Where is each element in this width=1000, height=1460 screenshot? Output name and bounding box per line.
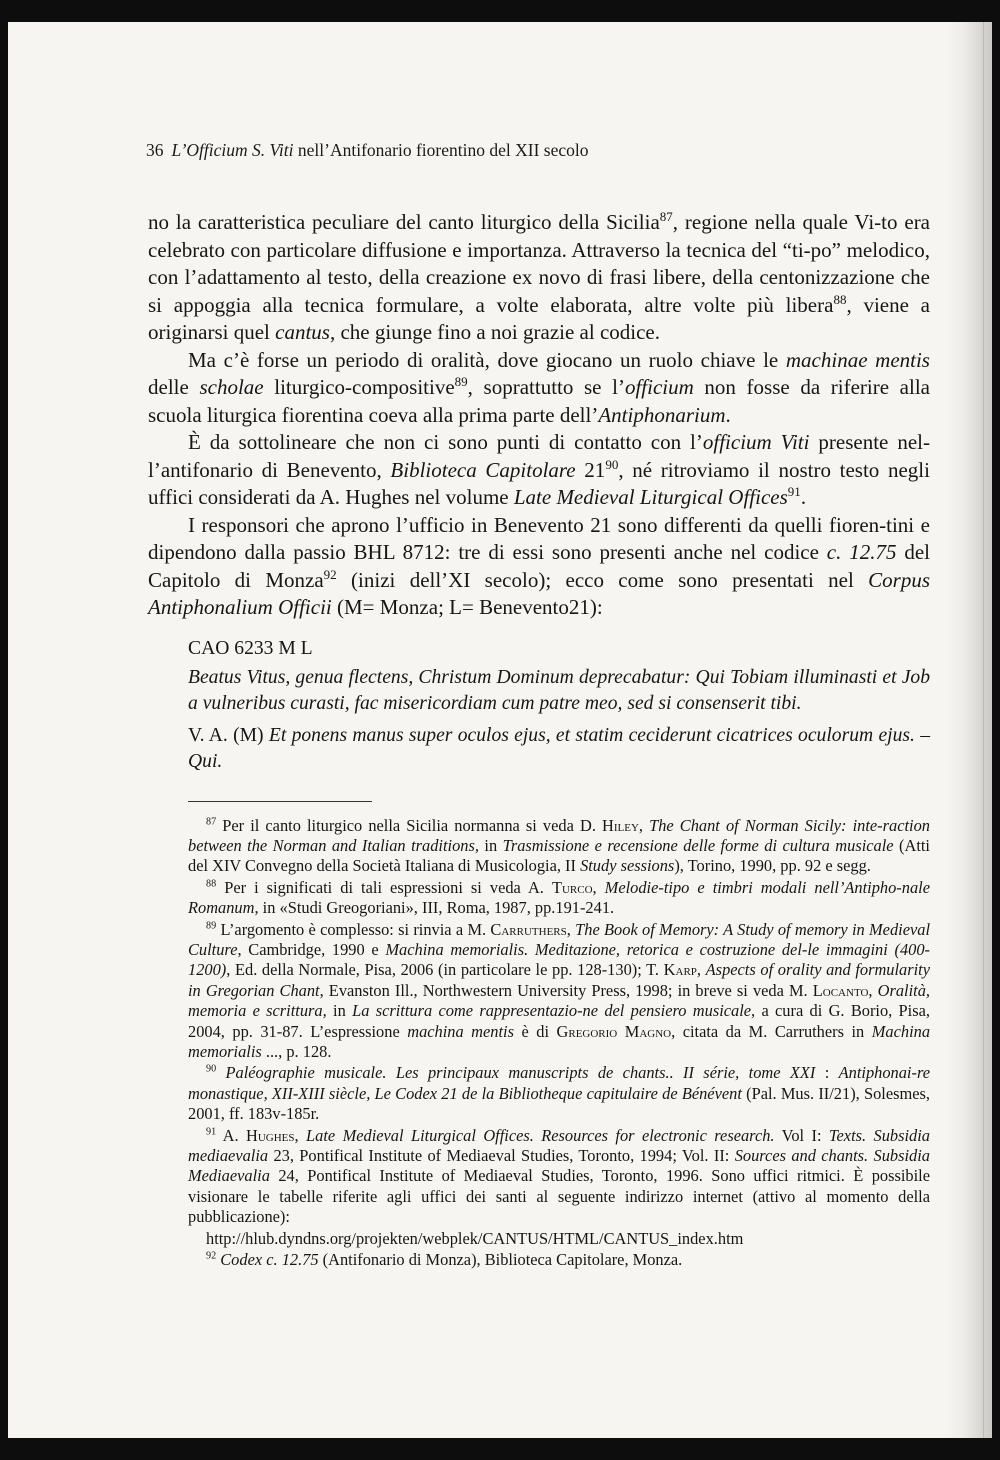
footnote-number: 88: [206, 878, 217, 890]
paragraph-3: [148, 429, 930, 512]
text-run: delle: [148, 375, 200, 399]
text-run: , a cura di G. Borio, Pisa, 2004, pp. 31-87. L’espressione: [188, 1001, 930, 1041]
text-run: , che giunge fino a noi grazie al codice.: [329, 320, 660, 344]
running-head-title: nell’Antifonario fiorentino del XII secolo: [293, 140, 589, 160]
text-run: ,: [294, 1125, 307, 1145]
italic-title: Late Medieval Liturgical Offices. Resources for electronic research.: [306, 1125, 775, 1145]
verse-text: Et ponens manus super oculos ejus, et statim ceciderunt cicatrices oculorum ejus. – Qui.: [188, 724, 930, 772]
italic-term: scholae: [199, 375, 264, 399]
text-run: A.: [216, 1125, 246, 1145]
italic-title: Oralità, memoria e scrittura,: [188, 980, 930, 1021]
italic-title: Melodie-tipo e timbri modali nell’Antipho-nale Romanum: [188, 877, 930, 918]
footnote-91: [188, 1126, 930, 1228]
text-run: , viene a originarsi quel: [148, 292, 930, 344]
text-run: .: [800, 485, 807, 509]
text-run: 23, Pontifical Institute of Mediaeval Studies, Toronto, 1994; Vol. II:: [268, 1146, 735, 1165]
paragraph-1: [148, 209, 930, 347]
text-run: (inizi dell’XI secolo); ecco come sono presentati nel: [336, 567, 869, 592]
page-edge-line: [983, 22, 984, 1438]
italic-title: Trasmissione e recensione delle forme di cultura musicale: [502, 835, 894, 855]
page-content: [148, 209, 930, 1270]
paragraph-4: [148, 512, 930, 622]
footnote-number: 90: [206, 1064, 217, 1076]
italic-term: machina mentis: [407, 1021, 514, 1041]
text-run: ,: [638, 815, 650, 835]
text-run: del Capitolo di Monza: [148, 540, 930, 592]
cao-responsory-text: Beatus Vitus, genua flectens, Christum Dominum deprecabatur: Qui Tobiam illuminasti et Job a vulneribus curasti, fac misericordiam cum patre meo, sed si consenserit tibi.: [188, 666, 930, 714]
text-run: in: [326, 1001, 353, 1021]
running-head: [146, 140, 589, 161]
italic-term: c. 12.75: [826, 540, 897, 564]
italic-title: Study sessions: [580, 856, 675, 876]
text-run: (Antifonario di Monza), Biblioteca Capitolare, Monza.: [318, 1250, 683, 1270]
text-run: (M= Monza; L= Benevento21):: [331, 595, 603, 619]
text-run: ,: [868, 980, 878, 1000]
italic-term: cantus: [275, 320, 330, 344]
footnote-number: 91: [206, 1126, 217, 1138]
text-run: , regione nella quale Vi-to era celebrato con particolare diffusione e importanza. Attraverso la tecnica del “ti-po” melodico, con l’adattamento al testo, della creazione ex novo di frasi libere, della centonizzazione che si appoggia alla tecnica formulare, a volte elaborata, altre volte più libera: [148, 210, 931, 317]
footnote-number: 92: [206, 1250, 217, 1262]
italic-title: Codex c. 12.75: [216, 1250, 319, 1270]
text-run: no la caratteristica peculiare del canto liturgico della Sicilia: [148, 210, 660, 234]
italic-title: Paléographie musicale. Les principaux manuscripts de chants.. II série, tome XXI: [216, 1063, 816, 1083]
text-run: , in «Studi Greogoriani», III, Roma, 1987, pp.191-241.: [254, 898, 615, 918]
footnote-ref-92: 92: [323, 566, 337, 582]
cao-block: [148, 636, 930, 775]
text-run: Vol I:: [774, 1125, 829, 1145]
italic-term: Antiphonarium: [598, 402, 726, 427]
footnote-87: [188, 816, 930, 877]
cantus-url: http://hlub.dyndns.org/projekten/webplek/CANTUS/HTML/CANTUS_index.htm: [206, 1228, 744, 1248]
text-run: ,: [566, 919, 576, 939]
author-name: Locanto: [812, 980, 869, 1000]
text-run: presente nel-l’antifonario di Benevento,: [148, 430, 930, 482]
footnote-number: 87: [206, 816, 217, 828]
author-name: Hughes: [246, 1125, 295, 1145]
author-name: Hiley: [602, 815, 639, 835]
text-run: (Atti del XIV Convegno della Società Italiana di Musicologia, II: [188, 835, 930, 876]
italic-title: Late Medieval Liturgical Offices: [513, 485, 788, 509]
italic-title: Corpus Antiphonalium Officii: [148, 567, 930, 619]
body-text: [148, 209, 930, 622]
footnote-90: [188, 1063, 930, 1124]
text-run: in: [478, 835, 503, 855]
italic-term: officium Viti: [702, 430, 810, 454]
text-run: :: [815, 1063, 839, 1083]
italic-title: The Chant of Norman Sicily: inte-raction between the Norman and Italian traditions,: [188, 815, 930, 855]
text-run: L’argomento è complesso: si rinvia a M.: [216, 919, 491, 939]
text-run: Ma c’è forse un periodo di oralità, dove giocano un ruolo chiave le: [188, 347, 786, 372]
book-page: [8, 22, 992, 1438]
italic-title: Machina memorialis. Meditazione, retorica e costruzione del-le immagini (400-1200): [188, 939, 930, 980]
text-run: ,: [696, 960, 706, 980]
italic-term: officium: [624, 375, 694, 399]
italic-title: Sources and chants. Subsidia Mediaevalia: [188, 1146, 930, 1186]
footnote-number: 89: [206, 920, 217, 932]
italic-title: The Book of Memory: A Study of memory in Medieval Culture: [188, 919, 930, 959]
text-run: , né ritroviamo il nostro testo negli uffici considerati da A. Hughes nel volume: [148, 457, 930, 509]
footnote-92: [188, 1250, 930, 1270]
page-gutter-shadow: [946, 22, 992, 1438]
footnote-ref-90: 90: [605, 456, 619, 472]
text-run: , Evanston Ill., Northwestern University Press, 1998; in breve si veda M.: [319, 980, 813, 1000]
author-name: Karp: [663, 960, 697, 980]
text-run: 24, Pontifical Institute of Mediaeval Studies, Toronto, 1996. Sono uffici ritmici. È possibile visionare le tabelle riferite agli uffici dei santi al seguente indirizzo internet (attivo al momento della pubblicazione):: [188, 1166, 930, 1227]
text-run: , Cambridge, 1990 e: [237, 939, 386, 959]
paragraph-2: [148, 347, 930, 430]
page-number: 36: [146, 140, 164, 160]
italic-title: La scrittura come rappresentazio-ne del pensiero musicale: [352, 1001, 752, 1021]
cao-heading: CAO 6233 M L: [188, 637, 313, 659]
italic-title: Machina memorialis: [188, 1021, 931, 1061]
text-run: liturgico-compositive: [263, 375, 455, 399]
author-name: Carruthers: [490, 919, 567, 939]
text-run: , Ed. della Normale, Pisa, 2006 (in particolare le pp. 128-130); T.: [226, 960, 664, 980]
text-run: 21: [575, 457, 606, 482]
text-run: ), Torino, 1990, pp. 92 e segg.: [674, 856, 871, 876]
text-run: è di: [513, 1021, 557, 1041]
text-run: non fosse da riferire alla scuola liturgica fiorentina coeva alla prima parte dell’: [148, 375, 930, 427]
footnote-separator: [188, 801, 372, 802]
footnote-ref-89: 89: [454, 373, 468, 389]
italic-title: Antiphonai-re monastique, XII-XIII siècle, Le Codex 21 de la Bibliotheque capitulaire de Bénévent: [188, 1063, 930, 1103]
text-run: I responsori che aprono l’ufficio in Benevento 21 sono differenti da quelli fioren-tini e dipendono dalla passio BHL 8712: tre di essi sono presenti anche nel codice: [148, 512, 930, 564]
cao-verse: [188, 723, 930, 775]
text-run: Per il canto liturgico nella Sicilia normanna si veda D.: [216, 815, 603, 835]
text-run: , soprattutto se l’: [467, 375, 625, 399]
footnote-91-url: [188, 1229, 930, 1249]
italic-title: Aspects of orality and formularity in Gregorian Chant: [188, 960, 931, 1000]
text-run: (Pal. Mus. II/21), Solesmes, 2001, ff. 183v-185r.: [188, 1083, 931, 1124]
footnote-ref-87: 87: [659, 208, 673, 224]
italic-term: machinae mentis: [785, 347, 930, 372]
running-head-title-italic: L’Officium S. Viti: [171, 140, 294, 160]
author-name: Gregorio Magno: [556, 1021, 672, 1041]
author-name: Turco: [551, 877, 593, 897]
footnote-89: [188, 920, 930, 1063]
text-run: ,: [592, 877, 605, 897]
text-run: È da sottolineare che non ci sono punti di contatto con l’: [188, 430, 703, 454]
footnote-ref-91: 91: [787, 483, 801, 499]
text-run: .: [725, 402, 731, 427]
text-run: ..., p. 128.: [261, 1041, 332, 1061]
text-run: Per i significati di tali espressioni si veda A.: [216, 877, 552, 897]
text-run: , citata da M. Carruthers in: [671, 1021, 872, 1041]
footnotes: [148, 816, 930, 1271]
verse-label: V. A. (M): [188, 724, 269, 746]
footnote-88: [188, 878, 930, 919]
footnote-ref-88: 88: [833, 291, 847, 307]
italic-title: Texts. Subsidia mediaevalia: [188, 1125, 930, 1165]
italic-term: Biblioteca Capitolare: [390, 457, 576, 482]
